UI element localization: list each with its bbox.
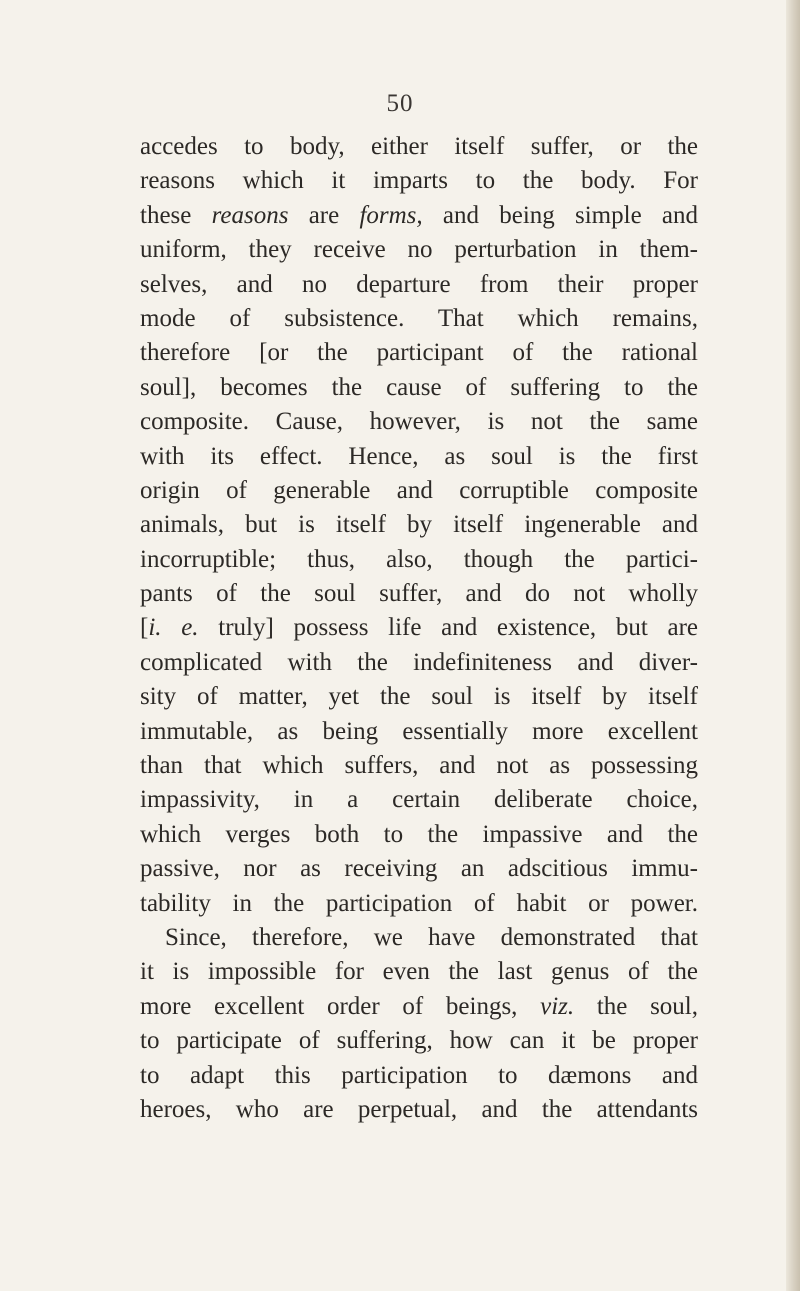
text-line [140,577,698,611]
text-segment: selves, and no departure from their proper [140,270,698,298]
text-segment: mode of subsistence. That which remains, [140,304,698,332]
text-segment: than that which suffers, and not as possessing [140,752,698,780]
text-segment: impassivity, in a certain deliberate choice, [140,786,698,814]
text-segment: animals, but is itself by itself ingenerable and [140,511,698,539]
text-segment: Since, therefore, we have demonstrated that [165,923,698,951]
text-line [140,749,698,783]
text-segment: are [288,201,360,229]
text-line [140,336,698,370]
text-segment: and being simple and [422,201,698,229]
text-line [140,1059,698,1093]
text-segment: accedes to body, either itself suffer, or the [140,133,698,160]
text-line [140,199,698,233]
text-line [140,611,698,645]
body-text [140,130,698,1127]
text-line [140,405,698,439]
text-line [140,921,698,955]
text-line [140,783,698,817]
italic-text: i. e. [148,614,199,642]
text-segment: incorruptible; thus, also, though the partici- [140,545,698,573]
text-line [140,680,698,714]
text-line [140,440,698,474]
text-line [140,646,698,680]
text-segment: [ [140,614,149,642]
text-segment: it is impossible for even the last genus of the [140,958,698,986]
text-line [140,715,698,749]
page-number: 50 [386,90,414,117]
text-line [140,818,698,852]
text-segment: pants of the soul suffer, and do not wholly [140,580,698,608]
text-line [140,164,698,198]
text-segment: with its effect. Hence, as soul is the first [140,442,698,470]
text-line [140,1024,698,1058]
text-segment: the soul, [574,992,698,1020]
italic-text: viz. [540,992,575,1020]
italic-text: forms, [359,201,423,229]
text-segment: heroes, who are perpetual, and the attendants [140,1095,698,1123]
text-line [140,268,698,302]
text-line [140,474,698,508]
italic-text: reasons [211,201,289,229]
text-line [140,233,698,267]
text-segment: sity of matter, yet the soul is itself by itself [140,683,698,711]
text-line [140,887,698,921]
text-line [140,371,698,405]
text-segment: truly] possess life and existence, but are [198,614,699,642]
page-edge-shadow [786,0,800,1291]
text-segment: more excellent order of beings, [140,992,541,1020]
text-segment: composite. Cause, however, is not the same [140,408,698,436]
text-segment: origin of generable and corruptible composite [140,476,698,504]
text-segment: immutable, as being essentially more excellent [140,717,698,745]
text-segment: soul], becomes the cause of suffering to the [140,373,698,401]
text-segment: to adapt this participation to dæmons and [140,1061,698,1089]
text-segment: these [140,201,212,229]
text-segment: complicated with the indefiniteness and diver- [140,648,698,676]
text-line [140,852,698,886]
text-segment: tability in the participation of habit or power. [140,889,698,917]
text-segment: reasons which it imparts to the body. For [140,167,698,195]
text-line [140,130,698,164]
text-line [140,1093,698,1127]
text-line [140,990,698,1024]
text-segment: to participate of suffering, how can it be proper [140,1027,698,1055]
text-line [140,508,698,542]
text-line [140,543,698,577]
text-segment: therefore [or the participant of the rational [140,339,698,367]
text-segment: uniform, they receive no perturbation in them- [140,236,698,264]
text-line [140,955,698,989]
text-line [140,302,698,336]
text-segment: passive, nor as receiving an adscitious immu- [140,855,698,883]
text-segment: which verges both to the impassive and the [140,820,698,848]
